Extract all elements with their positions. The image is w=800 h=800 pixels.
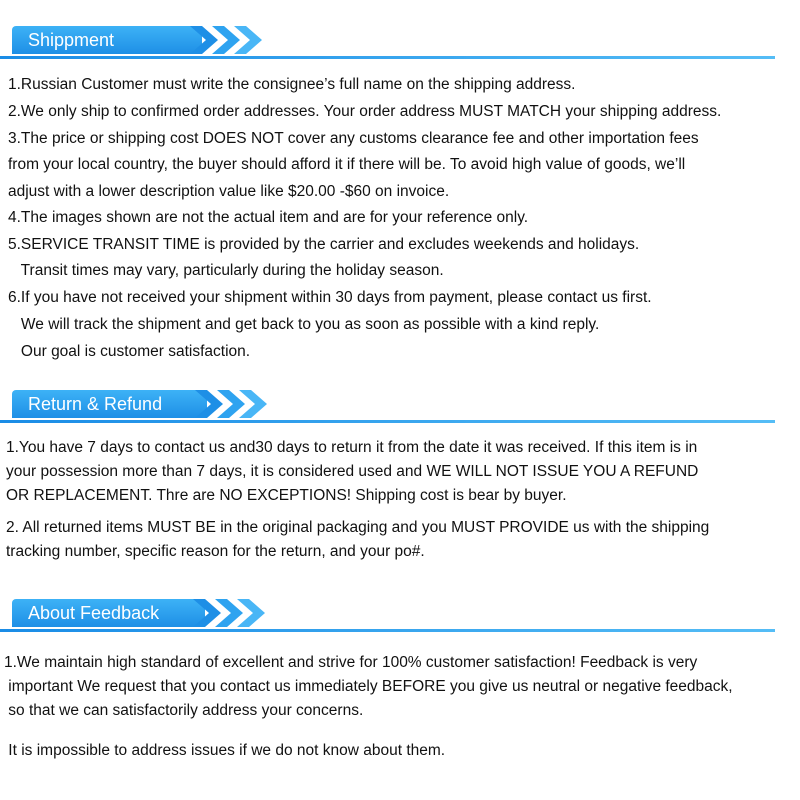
return-refund-line: 1.You have 7 days to contact us and30 days to return it from the date it was received. If this item is in (6, 439, 698, 456)
triple-chevron-right-icon (193, 599, 283, 627)
return-refund-line: OR REPLACEMENT. Thre are NO EXCEPTIONS! Shipping cost is bear by buyer. (6, 487, 567, 504)
shipment-line: 3.The price or shipping cost DOES NOT cover any customs clearance fee and other importation fees (8, 130, 699, 147)
triple-chevron-right-icon (190, 26, 280, 54)
shipment-header (0, 26, 800, 66)
shipment-line: Our goal is customer satisfaction. (8, 343, 251, 360)
shipment-line: We will track the shipment and get back to you as soon as possible with a kind reply. (8, 316, 600, 333)
shipment-line: Transit times may vary, particularly during the holiday season. (8, 262, 444, 279)
return-refund-title: Return & Refund (12, 390, 207, 418)
return-refund-header (0, 390, 800, 430)
header-rule (0, 420, 775, 423)
shipment-line: 4.The images shown are not the actual item and are for your reference only. (8, 209, 529, 226)
shipment-line: adjust with a lower description value like $20.00 -$60 on invoice. (8, 183, 450, 200)
feedback-line: important We request that you contact us immediately BEFORE you give us neutral or negative feedback, (4, 678, 733, 695)
header-rule (0, 56, 775, 59)
shipment-line: 2.We only ship to confirmed order addresses. Your order address MUST MATCH your shipping address. (8, 103, 722, 120)
shipment-line: 5.SERVICE TRANSIT TIME is provided by the carrier and excludes weekends and holidays. (8, 236, 640, 253)
feedback-title: About Feedback (12, 599, 205, 627)
feedback-line: so that we can satisfactorily address your concerns. (4, 702, 364, 719)
triple-chevron-right-icon (195, 390, 285, 418)
return-refund-line: tracking number, specific reason for the return, and your po#. (6, 543, 425, 560)
feedback-line: 1.We maintain high standard of excellent and strive for 100% customer satisfaction! Feedback is very (4, 654, 698, 671)
shipment-title: Shippment (12, 26, 202, 54)
feedback-line: It is impossible to address issues if we do not know about them. (4, 742, 446, 759)
return-refund-line: your possession more than 7 days, it is considered used and WE WILL NOT ISSUE YOU A REFUND (6, 463, 699, 480)
feedback-header (0, 599, 800, 639)
shipment-line: 1.Russian Customer must write the consignee’s full name on the shipping address. (8, 76, 576, 93)
shipment-line: 6.If you have not received your shipment within 30 days from payment, please contact us first. (8, 289, 652, 306)
shipment-line: from your local country, the buyer should afford it if there will be. To avoid high value of goods, we’ll (8, 156, 686, 173)
header-rule (0, 629, 775, 632)
return-refund-line: 2. All returned items MUST BE in the original packaging and you MUST PROVIDE us with the shipping (6, 519, 710, 536)
